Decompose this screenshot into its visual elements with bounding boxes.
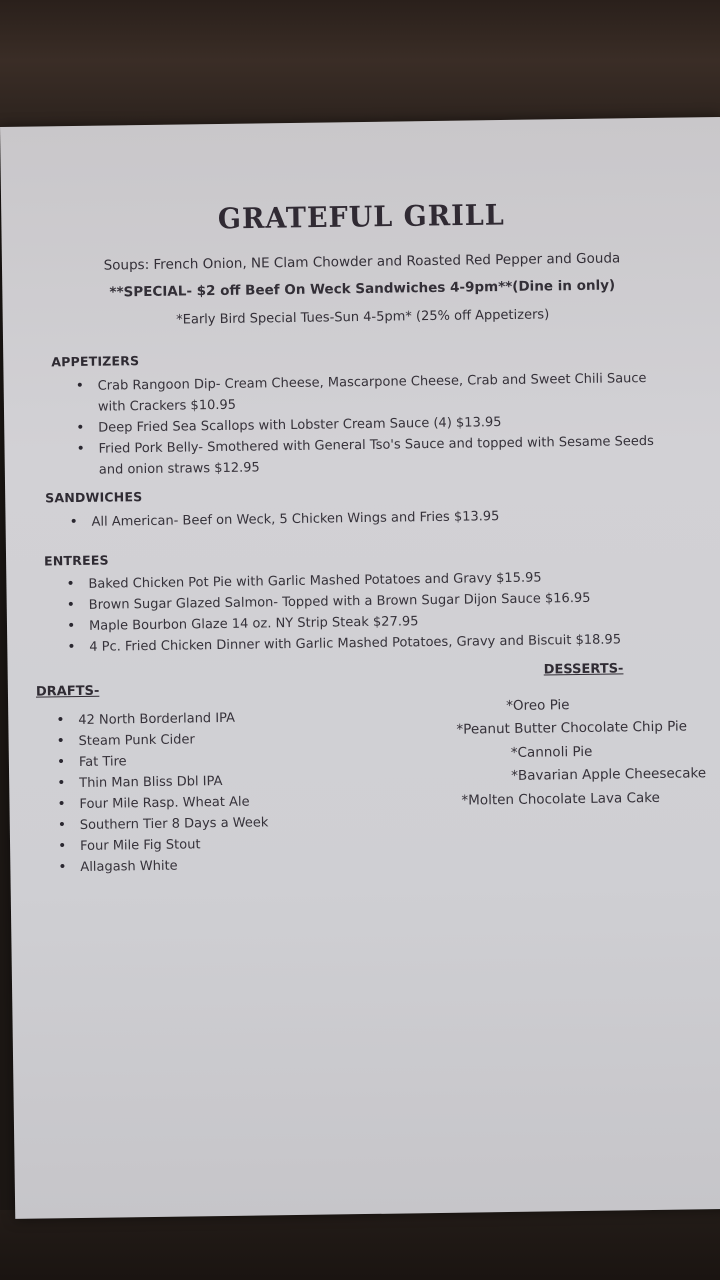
- dessert-item: *Molten Chocolate Lava Cake: [461, 789, 660, 809]
- dessert-item: *Peanut Butter Chocolate Chip Pie: [456, 718, 688, 738]
- list-item: • Maple Bourbon Glaze 14 oz. NY Strip Steak $27.95: [67, 607, 687, 637]
- entrees-list: [66, 565, 687, 658]
- sandwiches-heading: SANDWICHES: [45, 489, 143, 506]
- dessert-item: *Cannoli Pie: [510, 743, 593, 761]
- table-surface-top: [0, 0, 720, 135]
- soups-line: Soups: French Onion, NE Clam Chowder and Roasted Red Pepper and Gouda: [103, 250, 621, 274]
- dessert-item: *Oreo Pie: [506, 697, 570, 715]
- sandwiches-list: [69, 504, 669, 533]
- list-item: • Deep Fried Sea Scallops with Lobster Cream Sauce (4) $13.95: [76, 410, 666, 439]
- list-item: • All American- Beef on Weck, 5 Chicken Wings and Fries $13.95: [69, 504, 669, 533]
- appetizers-list: [76, 368, 667, 481]
- list-item: • Crab Rangoon Dip- Cream Cheese, Mascarpone Cheese, Crab and Sweet Chili Sauce with Crackers $10.95: [76, 368, 667, 418]
- list-item: • Allagash White: [58, 853, 388, 879]
- list-item: • Thin Man Bliss Dbl IPA: [57, 769, 387, 795]
- list-item: • 42 North Borderland IPA: [56, 706, 386, 732]
- list-item: • Four Mile Fig Stout: [58, 832, 388, 858]
- menu-title: GRATEFUL GRILL: [217, 199, 505, 236]
- appetizers-heading: APPETIZERS: [51, 353, 140, 370]
- drafts-list: [56, 706, 388, 879]
- list-item: • Baked Chicken Pot Pie with Garlic Mashed Potatoes and Gravy $15.95: [66, 565, 686, 595]
- list-item: • Fried Pork Belly- Smothered with General Tso's Sauce and topped with Sesame Seeds and onion straws $12.95: [76, 431, 667, 481]
- desserts-heading: DESSERTS-: [543, 661, 624, 678]
- list-item: • Brown Sugar Glazed Salmon- Topped with a Brown Sugar Dijon Sauce $16.95: [67, 586, 687, 616]
- entrees-heading: ENTREES: [43, 552, 109, 569]
- list-item: • Four Mile Rasp. Wheat Ale: [57, 790, 387, 816]
- special-line: **SPECIAL- $2 off Beef On Weck Sandwiches 4-9pm**(Dine in only): [109, 277, 616, 301]
- drafts-heading: DRAFTS-: [35, 683, 100, 700]
- list-item: • Southern Tier 8 Days a Week: [58, 811, 388, 837]
- table-surface-bottom: [0, 1210, 720, 1280]
- early-bird-line: *Early Bird Special Tues-Sun 4-5pm* (25% off Appetizers): [176, 307, 550, 328]
- list-item: • 4 Pc. Fried Chicken Dinner with Garlic Mashed Potatoes, Gravy and Biscuit $18.95: [67, 628, 687, 658]
- list-item: • Fat Tire: [57, 748, 387, 774]
- dessert-item: *Bavarian Apple Cheesecake: [511, 765, 707, 784]
- list-item: • Steam Punk Cider: [56, 727, 386, 753]
- menu-sheet: [0, 117, 720, 1219]
